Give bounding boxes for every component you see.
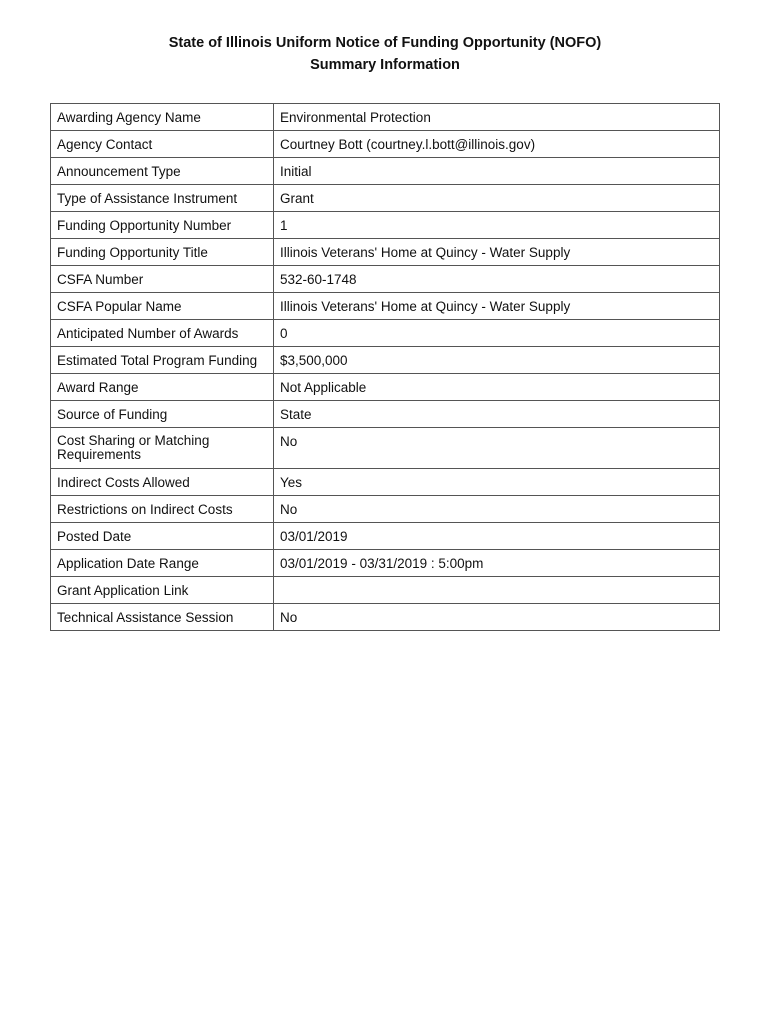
row-label: Estimated Total Program Funding [51,347,274,374]
table-row [51,604,720,631]
row-label: Application Date Range [51,550,274,577]
table-row [51,266,720,293]
table-row [51,523,720,550]
row-value [274,577,720,604]
table-row [51,428,720,469]
row-value: No [274,428,720,469]
row-value: 1 [274,212,720,239]
row-label: Funding Opportunity Number [51,212,274,239]
row-label: Restrictions on Indirect Costs [51,496,274,523]
table-row [51,469,720,496]
row-label: Source of Funding [51,401,274,428]
table-row [51,401,720,428]
row-value: Illinois Veterans' Home at Quincy - Water Supply [274,293,720,320]
table-row [51,185,720,212]
row-value: $3,500,000 [274,347,720,374]
title-line-1: State of Illinois Uniform Notice of Funding Opportunity (NOFO) [168,35,602,51]
table-row [51,374,720,401]
table-row [51,131,720,158]
row-value: Grant [274,185,720,212]
row-value: 03/01/2019 [274,523,720,550]
row-label: Agency Contact [51,131,274,158]
row-label: CSFA Popular Name [51,293,274,320]
row-label: Indirect Costs Allowed [51,469,274,496]
row-value: Yes [274,469,720,496]
row-label: Funding Opportunity Title [51,239,274,266]
row-label: Announcement Type [51,158,274,185]
title-line-2: Summary Information [310,57,460,73]
table-row [51,212,720,239]
row-label: Anticipated Number of Awards [51,320,274,347]
table-row [51,239,720,266]
row-value: 532-60-1748 [274,266,720,293]
row-label: CSFA Number [51,266,274,293]
row-label: Type of Assistance Instrument [51,185,274,212]
row-value: Environmental Protection [274,104,720,131]
table-row [51,104,720,131]
row-label: Award Range [51,374,274,401]
table-row [51,550,720,577]
table-row [51,577,720,604]
row-value: 0 [274,320,720,347]
table-row [51,320,720,347]
row-value: 03/01/2019 - 03/31/2019 : 5:00pm [274,550,720,577]
page-title [0,32,770,76]
table-row [51,293,720,320]
table-row [51,158,720,185]
row-value: No [274,496,720,523]
row-value: No [274,604,720,631]
row-label: Awarding Agency Name [51,104,274,131]
row-label: Technical Assistance Session [51,604,274,631]
table-row [51,496,720,523]
row-value: Illinois Veterans' Home at Quincy - Water Supply [274,239,720,266]
row-value: Courtney Bott (courtney.l.bott@illinois.gov) [274,131,720,158]
row-value: Not Applicable [274,374,720,401]
row-value: State [274,401,720,428]
row-label: Grant Application Link [51,577,274,604]
row-label: Posted Date [51,523,274,550]
table-row [51,347,720,374]
summary-table [50,103,720,631]
row-value: Initial [274,158,720,185]
row-label: Cost Sharing or Matching Requirements [51,428,274,469]
